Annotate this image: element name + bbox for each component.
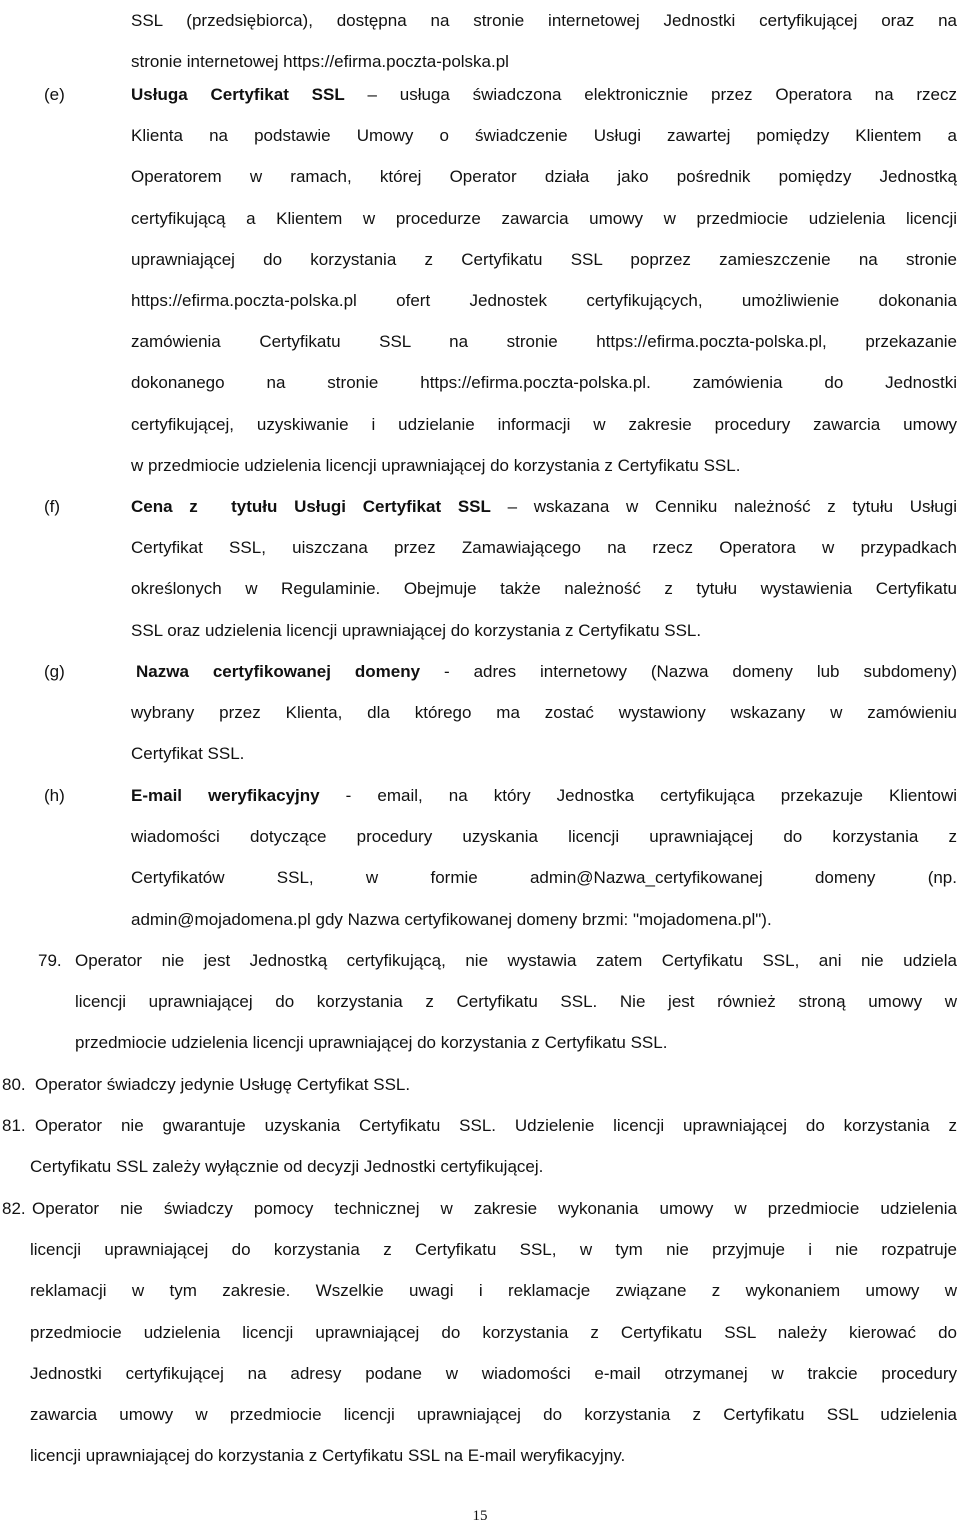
text-line: adres internetowy (Nazwa domeny lub subdomeny) — [473, 662, 957, 681]
text-line: w przedmiocie udzielenia licencji uprawniającej do korzystania z Certyfikatu SSL. — [131, 455, 741, 475]
clause-80 — [35, 1064, 957, 1105]
text-line: stronie internetowej https://efirma.poczta-polska.pl — [131, 52, 509, 72]
text-line: licencji uprawniającej do korzystania z Certyfikatu SSL, w tym nie przyjmuje i nie rozpatruje — [30, 1240, 957, 1260]
definition-separator: – — [490, 497, 534, 516]
text-line: Klienta na podstawie Umowy o świadczenie Usługi zawartej pomiędzy Klientem a — [131, 126, 957, 146]
text-line: wskazana w Cenniku należność z tytułu Usługi — [533, 497, 957, 516]
definition-separator: - — [319, 786, 378, 805]
text-line: certyfikującej, uzyskiwanie i udzielanie informacji w zakresie procedury zawarcia umowy — [131, 414, 957, 434]
text-line: przedmiocie udzielenia licencji uprawniającej do korzystania z Certyfikatu SSL należy kierować do — [30, 1322, 957, 1342]
definition-term: Nazwa certyfikowanej domeny — [136, 662, 421, 681]
text-line: usługa świadczona elektronicznie przez Operatora na rzecz — [399, 85, 957, 104]
text-line: Operator nie jest Jednostką certyfikującą, nie wystawia zatem Certyfikatu SSL, ani nie udziela — [75, 951, 957, 970]
clause-number-82: 82. — [2, 1199, 26, 1218]
text-line: Operator nie gwarantuje uzyskania Certyfikatu SSL. Udzielenie licencji uprawniającej do korzystania z — [35, 1116, 957, 1135]
clause-81 — [30, 1105, 957, 1187]
clause-79 — [75, 940, 957, 1064]
text-line: SSL (przedsiębiorca), dostępna na stronie internetowej Jednostki certyfikującej oraz na — [131, 11, 957, 30]
text-line: zawarcia umowy w przedmiocie licencji uprawniającej do korzystania z Certyfikatu SSL udzielenia — [30, 1404, 957, 1424]
definition-marker-f: (f) — [44, 497, 61, 516]
text-line: Certyfikat SSL. — [131, 744, 245, 764]
definition-term: E-mail weryfikacyjny — [131, 786, 320, 805]
definition-h — [131, 775, 957, 940]
definition-marker-g: (g) — [44, 662, 65, 681]
definition-e — [131, 74, 957, 486]
text-line: Jednostki certyfikującej na adresy podane w wiadomości e-mail otrzymanej w trakcie procedury — [30, 1363, 957, 1383]
clause-82 — [30, 1188, 957, 1476]
clause-number-80: 80. — [2, 1075, 26, 1094]
text-line: określonych w Regulaminie. Obejmuje także należność z tytułu wystawienia Certyfikatu — [131, 579, 957, 599]
text-line: certyfikującą a Klientem w procedurze zawarcia umowy w przedmiocie udzielenia licencji — [131, 208, 957, 228]
page-number: 15 — [472, 1508, 488, 1524]
definition-g — [131, 651, 957, 775]
clause-number-79: 79. — [38, 951, 62, 970]
definition-separator: - — [420, 662, 474, 681]
text-line: Certyfikat SSL, uiszczana przez Zamawiającego na rzecz Operatora w przypadkach — [131, 538, 957, 558]
text-line: SSL oraz udzielenia licencji uprawniającej do korzystania z Certyfikatu SSL. — [131, 620, 702, 640]
text-line: https://efirma.poczta-polska.pl ofert Jednostek certyfikujących, umożliwienie dokonania — [131, 290, 957, 310]
text-line: przedmiocie udzielenia licencji uprawniającej do korzystania z Certyfikatu SSL. — [75, 1033, 668, 1053]
text-line: Operatorem w ramach, której Operator działa jako pośrednik pomiędzy Jednostką — [131, 167, 957, 187]
text-line: admin@mojadomena.pl gdy Nazwa certyfikowanej domeny brzmi: "mojadomena.pl"). — [131, 909, 772, 929]
definition-marker-h: (h) — [44, 786, 65, 805]
clause-number-81: 81. — [2, 1116, 26, 1135]
definition-f — [131, 486, 957, 651]
text-line: zamówienia Certyfikatu SSL na stronie https://efirma.poczta-polska.pl, przekazanie — [131, 332, 957, 352]
definition-separator: – — [344, 85, 400, 104]
text-line: Operator świadczy jedynie Usługę Certyfikat SSL. — [35, 1075, 411, 1094]
text-line: dokonanego na stronie https://efirma.poczta-polska.pl. zamówienia do Jednostki — [131, 373, 957, 393]
text-line: reklamacji w tym zakresie. Wszelkie uwagi i reklamacje związane z wykonaniem umowy w — [30, 1281, 957, 1301]
text-line: email, na który Jednostka certyfikująca przekazuje Klientowi — [377, 786, 958, 805]
intro-paragraph — [131, 0, 957, 82]
text-line: wiadomości dotyczące procedury uzyskania licencji uprawniającej do korzystania z — [131, 827, 957, 847]
text-line: licencji uprawniającej do korzystania z Certyfikatu SSL na E-mail weryfikacyjny. — [30, 1446, 626, 1466]
definition-term: Cena z tytułu Usługi Certyfikat SSL — [131, 497, 491, 516]
text-line: Operator nie świadczy pomocy technicznej w zakresie wykonania umowy w przedmiocie udzielenia — [32, 1199, 957, 1218]
definition-term: Usługa Certyfikat SSL — [131, 85, 345, 104]
text-line: Certyfikatu SSL zależy wyłącznie od decyzji Jednostki certyfikującej. — [30, 1157, 544, 1177]
text-line: Certyfikatów SSL, w formie admin@Nazwa_certyfikowanej domeny (np. — [131, 868, 957, 888]
text-line: licencji uprawniającej do korzystania z Certyfikatu SSL. Nie jest również stroną umowy w — [75, 992, 957, 1012]
text-line: wybrany przez Klienta, dla którego ma zostać wystawiony wskazany w zamówieniu — [131, 703, 957, 723]
text-line: uprawniającej do korzystania z Certyfikatu SSL poprzez zamieszczenie na stronie — [131, 249, 957, 269]
definition-marker-e: (e) — [44, 85, 65, 104]
